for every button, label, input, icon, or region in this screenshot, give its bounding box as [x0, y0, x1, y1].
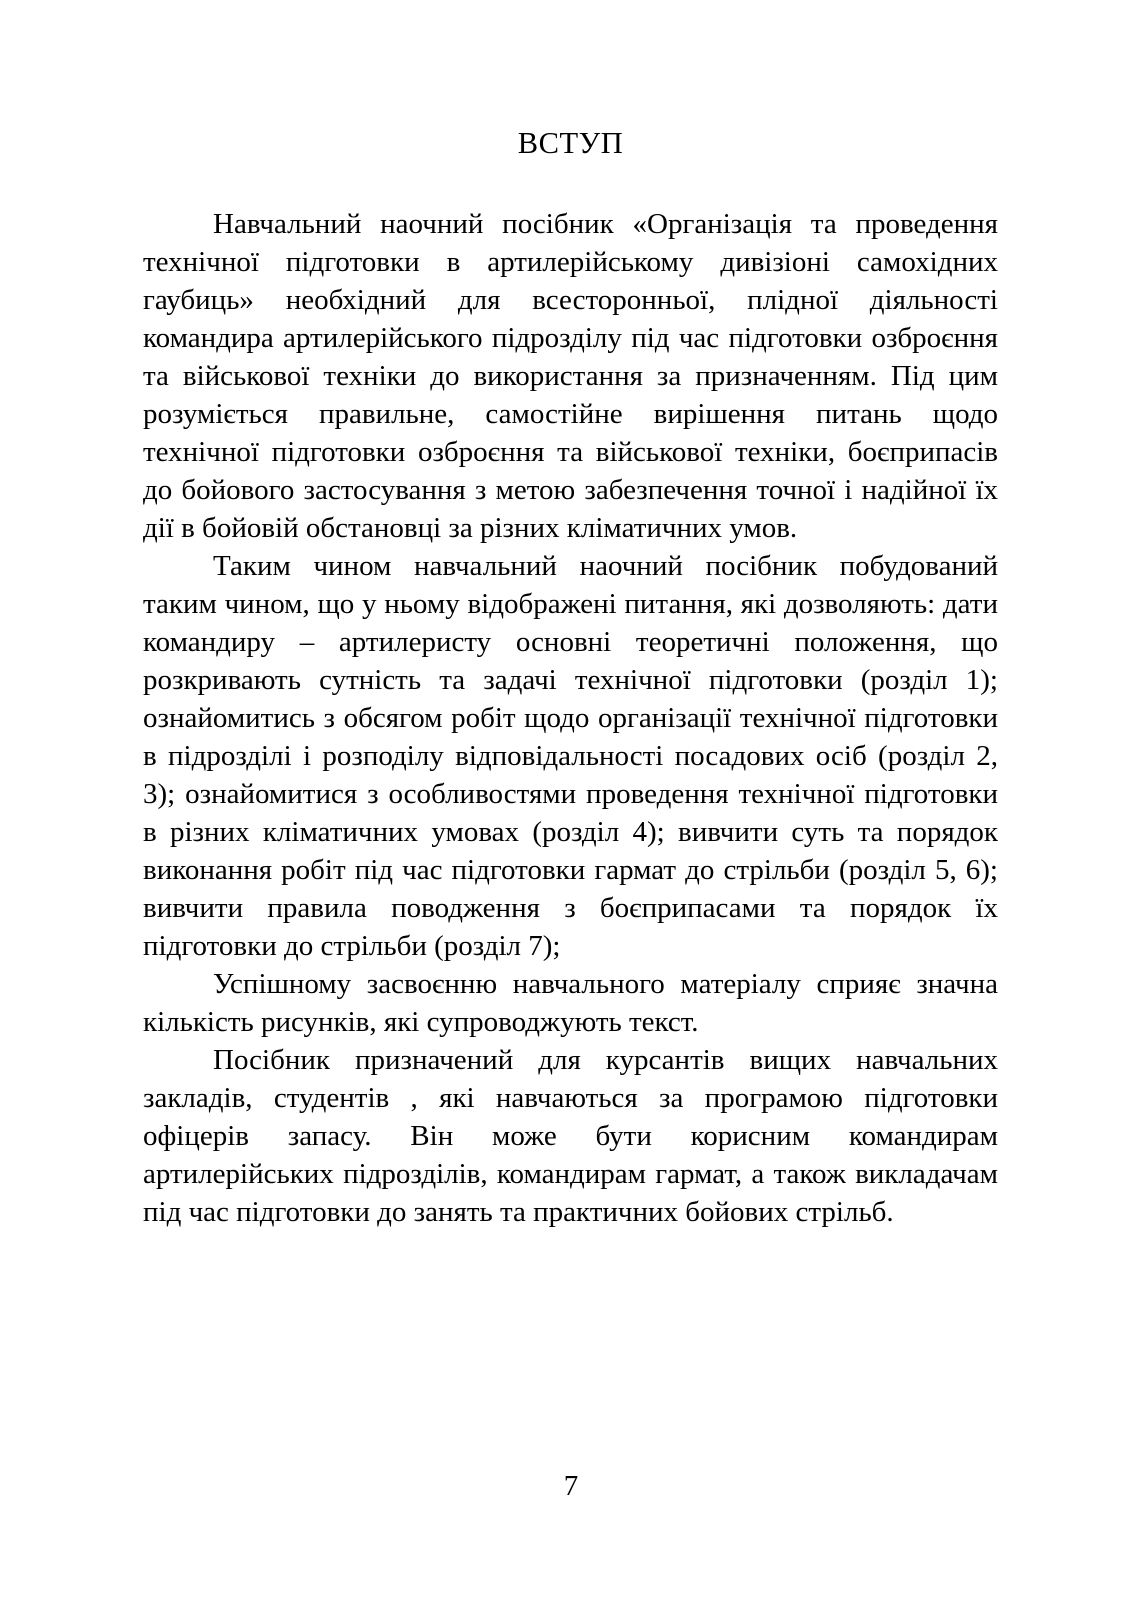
body-paragraph: Успішному засвоєнню навчального матеріалу сприяє значна кількість рисунків, які супроводжують текст. — [143, 968, 998, 1039]
body-paragraph: Посібник призначений для курсантів вищих навчальних закладів, студентів , які навчаються за програмою підготовки офіцерів запасу. Він може бути корисним командирам артилерійських підрозділів, командирам гармат, а також викладачам під час підготовки до занять та практичних бойових стрільб. — [143, 1044, 998, 1229]
body-paragraph: Навчальний наочний посібник «Організація та проведення технічної підготовки в артилерійському дивізіоні самохідних гаубиць» необхідний для всесторонньої, плідної діяльності командира артилерійського підрозділу під час підготовки озброєння та військової техніки до використання за призначенням. Під цим розуміється правильне, самостійне вирішення питань щодо технічної підготовки озброєння та військової техніки, боєприпасів до бойового застосування з метою забезпечення точної і надійної їх дії в бойовій обстановці за різних кліматичних умов. — [143, 208, 998, 545]
page-number: 7 — [563, 1470, 579, 1502]
page-content — [143, 126, 998, 1231]
page-title: ВСТУП — [517, 126, 624, 160]
body-paragraph: Таким чином навчальний наочний посібник побудований таким чином, що у ньому відображені питання, які дозволяють: дати командиру – артилеристу основні теоретичні положення, що розкривають сутність та задачі технічної підготовки (розділ 1); ознайомитись з обсягом робіт щодо організації технічної підготовки в підрозділі і розподілу відповідальності посадових осіб (розділ 2, 3); ознайомитися з особливостями проведення технічної підготовки в різних кліматичних умовах (розділ 4); вивчити суть та порядок виконання робіт під час підготовки гармат до стрільби (розділ 5, 6); вивчити правила поводження з боєприпасами та порядок їх підготовки до стрільби (розділ 7); — [143, 550, 998, 963]
